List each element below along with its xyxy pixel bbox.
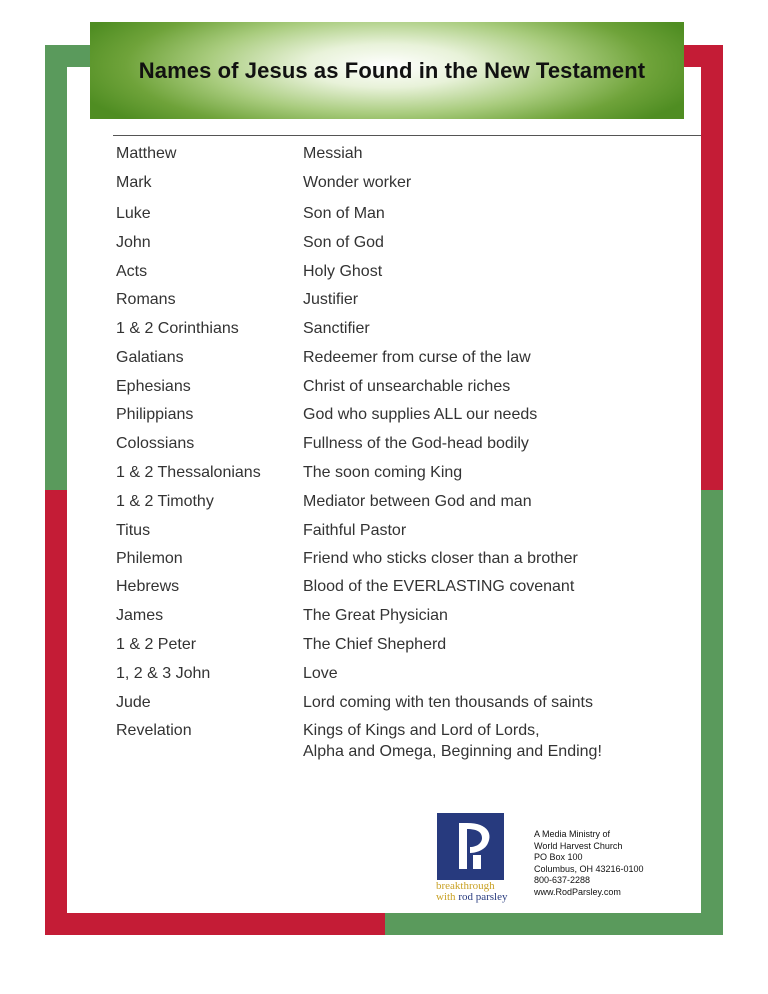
jesus-name: Friend who sticks closer than a brother: [303, 550, 578, 567]
book-name: Philemon: [116, 550, 183, 567]
jesus-name: Mediator between God and man: [303, 493, 532, 510]
jesus-name: Kings of Kings and Lord of Lords,: [303, 722, 540, 739]
jesus-name: Wonder worker: [303, 174, 412, 191]
jesus-name: Love: [303, 665, 338, 682]
contact-phone: 800-637-2288: [534, 875, 591, 885]
jesus-name: The Chief Shepherd: [303, 636, 447, 653]
logo-name: rod parsley: [458, 891, 508, 903]
jesus-name: Son of God: [303, 234, 384, 251]
book-name: Titus: [116, 522, 151, 539]
contact-block: [534, 829, 644, 898]
page-body: [67, 67, 701, 913]
logo-rp-icon: [437, 813, 504, 880]
jesus-name: Sanctifier: [303, 320, 370, 337]
jesus-name: Blood of the EVERLASTING covenant: [303, 578, 575, 595]
jesus-name: Christ of unsearchable riches: [303, 378, 511, 395]
book-name: Jude: [116, 694, 151, 711]
jesus-name: Lord coming with ten thousands of saints: [303, 694, 593, 711]
logo-mark: [437, 813, 504, 880]
logo-with: with: [436, 891, 456, 903]
book-name: Ephesians: [116, 378, 191, 395]
book-name: Luke: [116, 205, 151, 222]
jesus-name: Justifier: [303, 291, 359, 308]
jesus-name: Son of Man: [303, 205, 385, 222]
book-name: Acts: [116, 263, 148, 280]
contact-line: World Harvest Church: [534, 840, 623, 851]
divider: [113, 135, 701, 136]
book-name: Romans: [116, 291, 176, 308]
contact-line: A Media Ministry of: [534, 829, 611, 839]
contact-line: PO Box 100: [534, 852, 583, 862]
book-name: 1 & 2 Timothy: [116, 493, 214, 510]
title-banner: [90, 22, 684, 119]
contact-website: www.RodParsley.com: [534, 886, 621, 897]
book-name: Mark: [116, 174, 152, 191]
book-name: Matthew: [116, 145, 177, 162]
jesus-name: Messiah: [303, 145, 363, 162]
logo-byline: [436, 892, 508, 903]
book-name: 1, 2 & 3 John: [116, 665, 211, 682]
logo-wordmark: breakthrough: [436, 880, 495, 892]
jesus-name: Holy Ghost: [303, 263, 383, 280]
jesus-name: God who supplies ALL our needs: [303, 406, 538, 423]
jesus-name: Redeemer from curse of the law: [303, 349, 531, 366]
jesus-name: The Great Physician: [303, 607, 448, 624]
book-name: 1 & 2 Peter: [116, 636, 197, 653]
page-title: Names of Jesus as Found in the New Testament: [138, 57, 646, 83]
jesus-name-line-2: Alpha and Omega, Beginning and Ending!: [303, 743, 602, 760]
breakthrough-logo: [436, 813, 526, 908]
book-name: Hebrews: [116, 578, 180, 595]
book-name: James: [116, 607, 164, 624]
book-name: Revelation: [116, 722, 192, 739]
book-name: 1 & 2 Corinthians: [116, 320, 239, 337]
book-name: John: [116, 234, 151, 251]
jesus-name: Fullness of the God-head bodily: [303, 435, 529, 452]
book-name: Philippians: [116, 406, 194, 423]
book-name: Colossians: [116, 435, 195, 452]
book-name: Galatians: [116, 349, 184, 366]
contact-line: Columbus, OH 43216-0100: [534, 863, 644, 874]
book-name: 1 & 2 Thessalonians: [116, 464, 261, 481]
jesus-name: Faithful Pastor: [303, 522, 407, 539]
jesus-name: The soon coming King: [303, 464, 463, 481]
